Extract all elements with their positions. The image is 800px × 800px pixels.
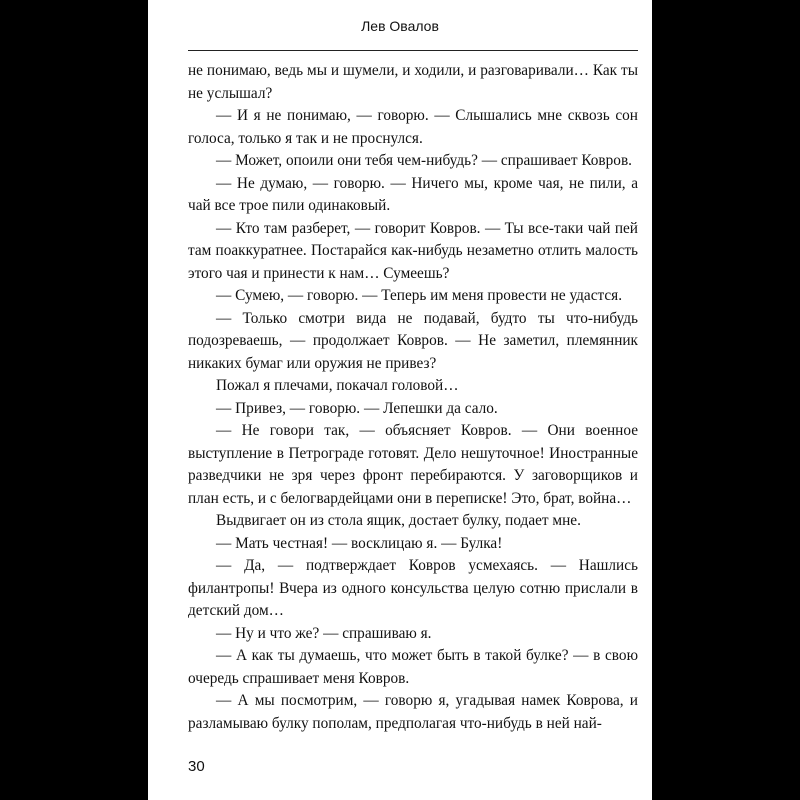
paragraph: — А как ты думаешь, что может быть в такой булке? — в свою очередь спрашивает меня Ковров. <box>188 647 638 687</box>
paragraph: — Не говори так, — объясняет Ковров. — Они военное выступление в Петрограде готовят. Дело нешуточное! Иностранные разведчики не зря через фронт перебираются. У заговорщиков и план есть, и с белогвардейцами они в переписке! Это, брат, война… <box>188 422 638 507</box>
paragraph: — И я не понимаю, — говорю. — Слышались мне сквозь сон голоса, только я так и не проснулся. <box>188 107 638 147</box>
paragraph: не понимаю, ведь мы и шумели, и ходили, и разговаривали… Как ты не услышал? <box>188 62 638 102</box>
paragraph: Пожал я плечами, покачал головой… <box>216 377 459 394</box>
paragraph: — Только смотри вида не подавай, будто ты что-нибудь подозреваешь, — продолжает Ковров. — Не заметил, племянник никаких бумаг или оружия не привез? <box>188 309 638 372</box>
paragraph: — Кто там разберет, — говорит Ковров. — Ты все-таки чай пей там поаккуратнее. Постарайся как-нибудь незаметно отлить малость этого чая и принести к нам… Сумеешь? <box>188 219 638 282</box>
paragraph: Выдвигает он из стола ящик, достает булку, подает мне. <box>216 512 581 529</box>
paragraph: — Ну и что же? — спрашиваю я. <box>216 624 432 642</box>
paragraph: — Может, опоили они тебя чем-нибудь? — спрашивает Ковров. <box>216 152 632 169</box>
right-black-margin <box>652 0 800 800</box>
book-page <box>148 0 652 800</box>
paragraph: — Мать честная! — восклицаю я. — Булка! <box>216 534 503 552</box>
left-black-margin <box>0 0 148 800</box>
paragraph: — Да, — подтверждает Ковров усмехаясь. — Нашлись филантропы! Вчера из одного консульства целую сотню прислали в детский дом… <box>188 557 638 619</box>
paragraph: — А мы посмотрим, — говорю я, угадывая намек Коврова, и разламываю булку пополам, предполагая что-нибудь в ней най- <box>188 692 638 732</box>
page-body <box>188 60 638 735</box>
running-header: Лев Овалов <box>361 18 439 34</box>
paragraph: — Привез, — говорю. — Лепешки да сало. <box>216 399 498 417</box>
paragraph: — Сумею, — говорю. — Теперь им меня провести не удастся. <box>216 287 623 304</box>
header-rule <box>188 50 638 51</box>
paragraph: — Не думаю, — говорю. — Ничего мы, кроме чая, не пили, а чай все трое пили одинаковый. <box>188 174 638 214</box>
page-number: 30 <box>188 758 205 775</box>
